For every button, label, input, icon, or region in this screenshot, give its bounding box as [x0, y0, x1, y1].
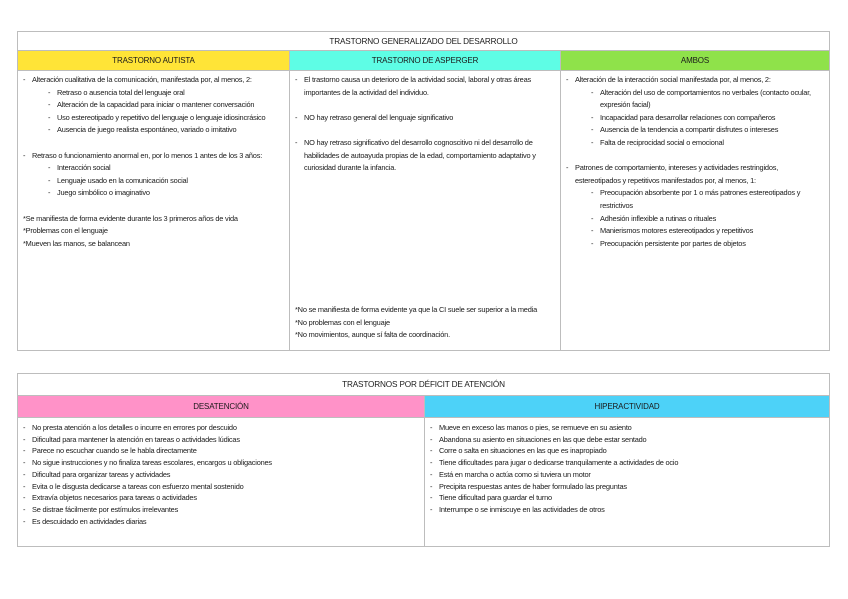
ambos-subitem: - Falta de reciprocidad social o emocional	[591, 137, 724, 147]
ambos-subitem: - Ausencia de la tendencia a compartir disfrutes o intereses	[591, 125, 779, 135]
autista-subitem: - Lenguaje usado en la comunicación social	[48, 175, 188, 185]
hiperactividad-item: - Precipita respuestas antes de haber formulado las preguntas	[430, 481, 627, 491]
asperger-item: - NO hay retraso general del lenguaje significativo	[295, 112, 454, 122]
hiperactividad-item: - Está en marcha o actúa como si tuviera un motor	[430, 469, 591, 479]
desatencion-item: - Evita o le disgusta dedicarse a tareas con esfuerzo mental sostenido	[23, 481, 244, 491]
ambos-subitem: - Manierismos motores estereotipados y repetitivos	[591, 226, 754, 236]
autista-subitem: - Juego simbólico o imaginativo	[48, 188, 150, 198]
desatencion-item: - No sigue instrucciones y no finaliza tareas escolares, encargos u obligaciones	[23, 458, 272, 468]
ambos-column	[560, 71, 829, 350]
desatencion-item: - Dificultad para mantener la atención en tareas o actividades lúdicas	[23, 434, 240, 444]
desatencion-item: - No presta atención a los detalles o incurre en errores por descuido	[23, 423, 237, 432]
asperger-note: *No movimientos, aunque sí falta de coordinación.	[295, 330, 450, 340]
ambos-subitem: - Incapacidad para desarrollar relaciones con compañeros	[591, 112, 776, 122]
ambos-subitem: - Preocupación absorbente por 1 o más patrones estereotipados y restrictivos	[591, 188, 801, 210]
hiperactividad-item: - Mueve en exceso las manos o pies, se remueve en su asiento	[430, 423, 632, 432]
desatencion-item: - Parece no escuchar cuando se le habla directamente	[23, 446, 197, 456]
autista-subitem: - Uso estereotipado y repetitivo del lenguaje o lenguaje idiosincrásico	[48, 112, 266, 122]
hiperactividad-column	[424, 418, 829, 546]
hiperactividad-item: - Tiene dificultades para jugar o dedicarse tranquilamente a actividades de ocio	[430, 458, 679, 468]
autista-note: *Se manifiesta de forma evidente durante los 3 primeros años de vida	[23, 213, 238, 223]
tgd-header-row	[18, 51, 829, 71]
autista-column	[18, 71, 289, 350]
ambos-subitem: - Preocupación persistente por partes de objetos	[591, 238, 746, 248]
tdah-header-row	[18, 396, 829, 418]
tgd-body-row	[18, 71, 829, 350]
header-desatencion: DESATENCIÓN	[18, 396, 424, 417]
desatencion-column	[18, 418, 424, 546]
header-trastorno-autista: TRASTORNO AUTISTA	[18, 51, 289, 70]
asperger-column	[289, 71, 560, 350]
asperger-note: *No se manifiesta de forma evidente ya que la CI suele ser superior a la media	[295, 305, 537, 314]
asperger-item: - El trastorno causa un deterioro de la actividad social, laboral y otras áreas importantes de la actividad del individuo.	[295, 75, 531, 97]
autista-subitem: - Interacción social	[48, 163, 111, 173]
header-hiperactividad: HIPERACTIVIDAD	[424, 396, 829, 417]
tdah-title: TRASTORNOS POR DÉFICIT DE ATENCIÓN	[18, 374, 829, 396]
desatencion-item: - Es descuidado en actividades diarias	[23, 516, 147, 526]
hiperactividad-item: - Interrumpe o se inmiscuye en las actividades de otros	[430, 504, 605, 514]
tgd-title: TRASTORNO GENERALIZADO DEL DESARROLLO	[18, 32, 829, 51]
desatencion-item: - Dificultad para organizar tareas y actividades	[23, 469, 171, 479]
ambos-item-patrones: - Patrones de comportamiento, intereses y actividades restringidos, estereotipados y repetitivos manifestados por, al menos, 1:	[566, 163, 779, 185]
hiperactividad-item: - Tiene dificultad para guardar el turno	[430, 493, 552, 503]
autista-subitem: - Alteración de la capacidad para iniciar o mantener conversación	[48, 100, 255, 110]
ambos-item-interaccion: - Alteración de la interacción social manifestada por, al menos, 2:	[566, 75, 771, 84]
asperger-item: - NO hay retraso significativo del desarrollo cognoscitivo ni del desarrollo de habilidades de autoayuda propias de la edad, comportamiento adaptativo y curiosidad durante la infancia.	[295, 137, 536, 173]
tdah-table	[17, 373, 830, 547]
desatencion-item: - Extravía objetos necesarios para tareas o actividades	[23, 493, 197, 503]
autista-note: *Problemas con el lenguaje	[23, 226, 108, 236]
tdah-body-row	[18, 418, 829, 546]
autista-item-comunicacion: - Alteración cualitativa de la comunicación, manifestada por, al menos, 2:	[23, 75, 252, 84]
autista-subitem: - Ausencia de juego realista espontáneo, variado o imitativo	[48, 125, 237, 135]
header-ambos: AMBOS	[560, 51, 829, 70]
asperger-note: *No problemas con el lenguaje	[295, 317, 390, 327]
autista-note: *Mueven las manos, se balancean	[23, 238, 130, 248]
hiperactividad-item: - Abandona su asiento en situaciones en las que debe estar sentado	[430, 434, 647, 444]
ambos-subitem: - Alteración del uso de comportamientos no verbales (contacto ocular, expresión facial)	[591, 87, 811, 110]
autista-item-retraso: - Retraso o funcionamiento anormal en, por lo menos 1 antes de los 3 años:	[23, 150, 263, 160]
hiperactividad-item: - Corre o salta en situaciones en las que es inapropiado	[430, 446, 607, 456]
header-trastorno-asperger: TRASTORNO DE ASPERGER	[289, 51, 560, 70]
desatencion-item: - Se distrae fácilmente por estímulos irrelevantes	[23, 504, 179, 514]
tgd-table	[17, 31, 830, 351]
ambos-subitem: - Adhesión inflexible a rutinas o rituales	[591, 213, 717, 223]
autista-subitem: - Retraso o ausencia total del lenguaje oral	[48, 87, 185, 97]
